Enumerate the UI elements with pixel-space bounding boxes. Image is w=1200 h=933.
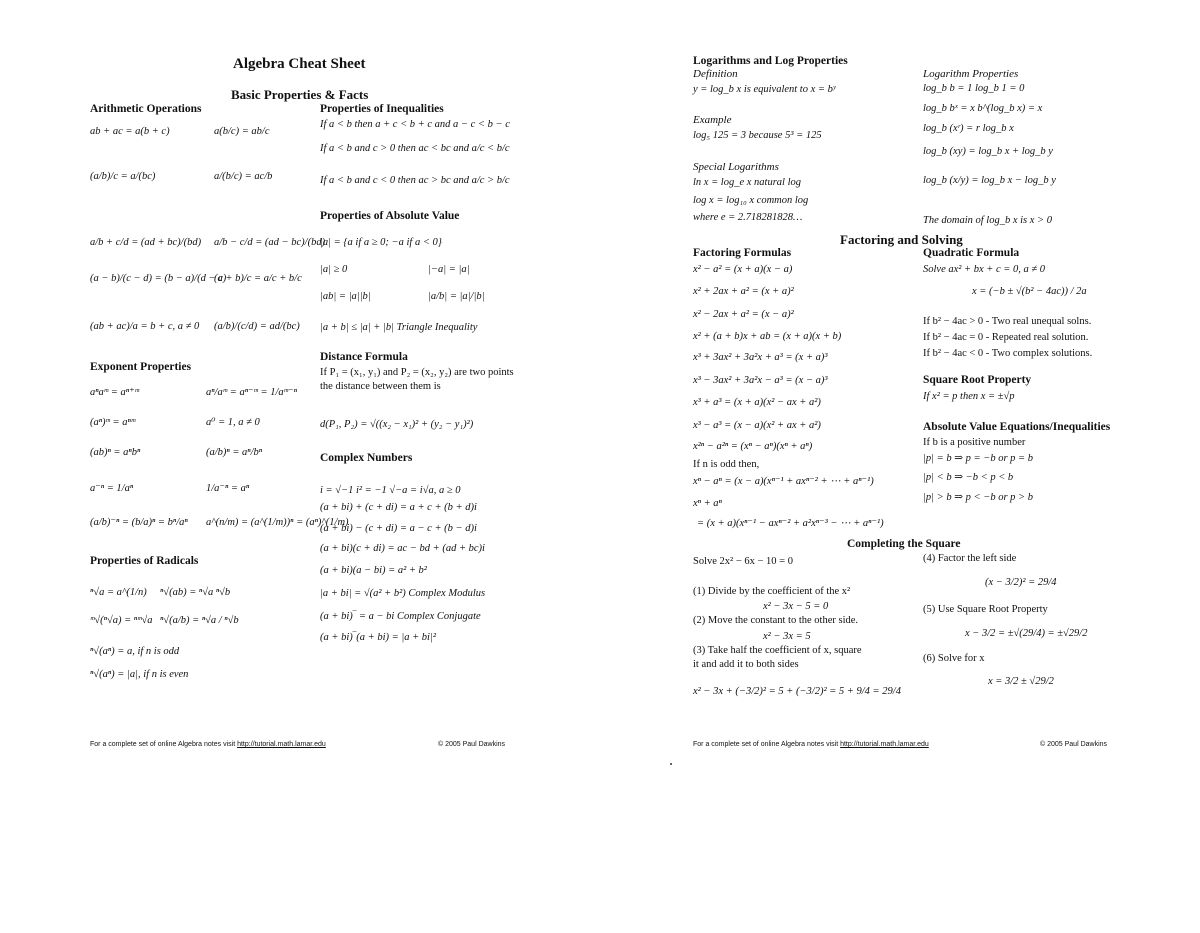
complex-formula: (a + bi)‾(a + bi) = |a + bi|² xyxy=(320,632,436,643)
ineq-heading: Properties of Inequalities xyxy=(320,103,444,115)
abs-formula: |a| ≥ 0 xyxy=(320,264,348,275)
rad-formula: ⁿ√(a/b) = ⁿ√a / ⁿ√b xyxy=(160,615,239,626)
abs-heading: Properties of Absolute Value xyxy=(320,210,460,222)
logprop-formula: log_b bˣ = x b^(log_b x) = x xyxy=(923,103,1043,114)
right-page xyxy=(600,0,1200,933)
exp-heading: Exponent Properties xyxy=(90,361,192,373)
exp-formula: a^(n/m) = (a^(1/m))ⁿ = (aⁿ)^(1/m) xyxy=(206,517,349,528)
arith-formula: (a − b)/(c − d) = (b − a)/(d − c) xyxy=(90,273,227,284)
sqrt-formula: If x² = p then x = ±√p xyxy=(923,391,1015,402)
cts-formula: x² − 3x = 5 xyxy=(763,631,811,642)
def-formula: y = log_b x is equivalent to x = bʸ xyxy=(693,84,836,95)
cts-step: (3) Take half the coefficient of x, square xyxy=(693,645,862,656)
arith-formula: (ab + ac)/a = b + c, a ≠ 0 xyxy=(90,321,200,332)
exp-formula: (a/b)⁻ⁿ = (b/a)ⁿ = bⁿ/aⁿ xyxy=(90,517,188,528)
cts-step: (5) Use Square Root Property xyxy=(923,604,1048,615)
footer-link[interactable]: http://tutorial.math.lamar.edu xyxy=(840,741,929,748)
factor-formula: x² − a² = (x + a)(x − a) xyxy=(693,264,793,275)
cts-step: Solve 2x² − 6x − 10 = 0 xyxy=(693,556,793,567)
arith-formula: (a/b)/c = a/(bc) xyxy=(90,171,156,182)
exp-formula: (aⁿ)ᵐ = aⁿᵐ xyxy=(90,417,136,428)
quad-case: If b² − 4ac < 0 - Two complex solutions. xyxy=(923,348,1093,359)
cts-step: (6) Solve for x xyxy=(923,653,985,664)
dist-heading: Distance Formula xyxy=(320,351,408,363)
factor-formula: xⁿ + aⁿ xyxy=(693,498,722,509)
example-formula: log₅ 125 = 3 because 5³ = 125 xyxy=(693,130,822,141)
arith-formula: ab + ac = a(b + c) xyxy=(90,126,170,137)
complex-heading: Complex Numbers xyxy=(320,452,413,464)
scan-speck xyxy=(670,763,672,765)
absval-formula: |p| = b ⇒ p = −b or p = b xyxy=(923,453,1033,464)
logprop-label: Logarithm Properties xyxy=(923,68,1019,80)
factor-formula: x³ + 3ax² + 3a²x + a³ = (x + a)³ xyxy=(693,352,828,363)
factor-formula: = (x + a)(xⁿ⁻¹ − axⁿ⁻² + a²xⁿ⁻³ − ⋯ + aⁿ⁻¹) xyxy=(697,518,884,529)
complex-formula: (a + bi) − (c + di) = a − c + (b − d)i xyxy=(320,523,477,534)
rad-formula: ⁿ√(ab) = ⁿ√a ⁿ√b xyxy=(160,587,231,598)
cts-formula: x = 3/2 ± √29/2 xyxy=(988,676,1054,687)
rad-heading: Properties of Radicals xyxy=(90,555,199,567)
rad-formula: ⁿ√(aⁿ) = a, if n is odd xyxy=(90,646,180,657)
arith-formula: (a/b)/(c/d) = ad/(bc) xyxy=(214,321,300,332)
cts-step: (1) Divide by the coefficient of the x² xyxy=(693,586,851,597)
cts-formula: x − 3/2 = ±√(29/4) = ±√29/2 xyxy=(965,628,1088,639)
factor-formula: x² + (a + b)x + ab = (x + a)(x + b) xyxy=(693,331,842,342)
rad-formula: ⁿ√(aⁿ) = |a|, if n is even xyxy=(90,669,189,680)
section-title: Basic Properties & Facts xyxy=(231,87,369,102)
quad-case: If b² − 4ac = 0 - Repeated real solution. xyxy=(923,332,1089,343)
absval-heading: Absolute Value Equations/Inequalities xyxy=(923,421,1111,433)
abs-formula: |a| = {a if a ≥ 0; −a if a < 0} xyxy=(320,237,442,248)
exp-formula: 1/a⁻ⁿ = aⁿ xyxy=(206,483,250,494)
special-log: log x = log₁₀ x common log xyxy=(693,195,809,206)
cts-formula: (x − 3/2)² = 29/4 xyxy=(985,577,1057,588)
footer-link[interactable]: http://tutorial.math.lamar.edu xyxy=(237,741,326,748)
abs-formula: |−a| = |a| xyxy=(428,264,470,275)
exp-formula: (a/b)ⁿ = aⁿ/bⁿ xyxy=(206,447,263,458)
arith-formula: a/b − c/d = (ad − bc)/(bd) xyxy=(214,237,326,248)
quad-case: If b² − 4ac > 0 - Two real unequal solns. xyxy=(923,316,1092,327)
factor-formula: x³ + a³ = (x + a)(x² − ax + a²) xyxy=(693,397,821,408)
arith-formula: (a + b)/c = a/c + b/c xyxy=(214,273,302,284)
example-label: Example xyxy=(693,114,732,126)
cts-step: (2) Move the constant to the other side. xyxy=(693,615,859,626)
special-log: ln x = log_e x natural log xyxy=(693,177,801,188)
ineq-formula: If a < b and c > 0 then ac < bc and a/c < b/c xyxy=(320,143,510,154)
footer-text: For a complete set of online Algebra notes visit xyxy=(90,741,238,748)
complex-formula: (a + bi) + (c + di) = a + c + (b + d)i xyxy=(320,502,477,513)
exp-formula: aⁿaᵐ = aⁿ⁺ᵐ xyxy=(90,387,139,398)
complex-formula: i = √−1 i² = −1 √−a = i√a, a ≥ 0 xyxy=(320,485,461,496)
abs-formula: |ab| = |a||b| xyxy=(320,291,371,302)
exp-formula: a⁰ = 1, a ≠ 0 xyxy=(206,417,260,428)
factor-formula: x³ − a³ = (x − a)(x² + ax + a²) xyxy=(693,420,821,431)
logprop-formula: log_b (xʳ) = r log_b x xyxy=(923,123,1014,134)
abs-formula: |a/b| = |a|/|b| xyxy=(428,291,485,302)
arith-formula: a(b/c) = ab/c xyxy=(214,126,270,137)
ineq-formula: If a < b then a + c < b + c and a − c < b − c xyxy=(320,119,510,130)
rad-formula: ⁿ√a = a^(1/n) xyxy=(90,587,147,598)
factor-note: If n is odd then, xyxy=(693,459,760,470)
complex-formula: (a + bi)(a − bi) = a² + b² xyxy=(320,565,427,576)
factor-formula: x² − 2ax + a² = (x − a)² xyxy=(693,309,794,320)
dist-formula: d(P₁, P₂) = √((x₂ − x₁)² + (y₂ − y₁)²) xyxy=(320,419,474,430)
exp-formula: aⁿ/aᵐ = aⁿ⁻ᵐ = 1/aᵐ⁻ⁿ xyxy=(206,387,297,398)
logprop-formula: log_b (xy) = log_b x + log_b y xyxy=(923,146,1053,157)
log-heading: Logarithms and Log Properties xyxy=(693,55,848,67)
logprop-formula: log_b b = 1 log_b 1 = 0 xyxy=(923,83,1025,94)
special-log: where e = 2.718281828… xyxy=(693,212,803,223)
quad-formula: x = (−b ± √(b² − 4ac)) / 2a xyxy=(972,286,1087,297)
dist-text: If P₁ = (x₁, y₁) and P₂ = (x₂, y₂) are two points the distance between them is xyxy=(320,367,514,392)
cts-heading: Completing the Square xyxy=(847,538,961,550)
footer-copyright: © 2005 Paul Dawkins xyxy=(438,741,506,748)
complex-formula: |a + bi| = √(a² + b²) Complex Modulus xyxy=(320,588,486,599)
factor-formula: x²ⁿ − a²ⁿ = (xⁿ − aⁿ)(xⁿ + aⁿ) xyxy=(693,441,813,452)
footer-copyright: © 2005 Paul Dawkins xyxy=(1040,741,1108,748)
footer-text: For a complete set of online Algebra notes visit xyxy=(693,741,841,748)
factor-formula: xⁿ − aⁿ = (x − a)(xⁿ⁻¹ + axⁿ⁻² + ⋯ + aⁿ⁻¹) xyxy=(693,476,874,487)
cts-formula: x² − 3x + (−3/2)² = 5 + (−3/2)² = 5 + 9/4 = 29/4 xyxy=(693,686,901,697)
special-label: Special Logarithms xyxy=(693,161,779,173)
logprop-formula: log_b (x/y) = log_b x − log_b y xyxy=(923,175,1056,186)
log-domain: The domain of log_b x is x > 0 xyxy=(923,215,1052,226)
factor-formula: x³ − 3ax² + 3a²x − a³ = (x − a)³ xyxy=(693,375,828,386)
factoring-solving-title: Factoring and Solving xyxy=(840,232,963,247)
complex-formula: (a + bi)‾ = a − bi Complex Conjugate xyxy=(320,611,481,622)
absval-formula: |p| < b ⇒ −b < p < b xyxy=(923,472,1014,483)
factor-heading: Factoring Formulas xyxy=(693,247,792,259)
quad-heading: Quadratic Formula xyxy=(923,247,1020,259)
footer-note xyxy=(90,741,326,748)
sqrt-heading: Square Root Property xyxy=(923,374,1032,386)
def-label: Definition xyxy=(693,68,738,80)
arith-formula: a/(b/c) = ac/b xyxy=(214,171,273,182)
exp-formula: a⁻ⁿ = 1/aⁿ xyxy=(90,483,134,494)
cts-formula: x² − 3x − 5 = 0 xyxy=(763,601,829,612)
abs-formula: |a + b| ≤ |a| + |b| Triangle Inequality xyxy=(320,322,478,333)
page-title: Algebra Cheat Sheet xyxy=(233,56,366,72)
exp-formula: (ab)ⁿ = aⁿbⁿ xyxy=(90,447,141,458)
arith-formula: a/b + c/d = (ad + bc)/(bd) xyxy=(90,237,202,248)
footer-note xyxy=(693,741,929,748)
quad-text: Solve ax² + bx + c = 0, a ≠ 0 xyxy=(923,264,1046,275)
rad-formula: ᵐ√(ⁿ√a) = ⁿᵐ√a xyxy=(90,615,153,626)
absval-formula: |p| > b ⇒ p < −b or p > b xyxy=(923,492,1033,503)
cts-step: it and add it to both sides xyxy=(693,659,799,670)
factor-formula: x² + 2ax + a² = (x + a)² xyxy=(693,286,794,297)
arith-heading: Arithmetic Operations xyxy=(90,103,202,115)
absval-text: If b is a positive number xyxy=(923,437,1026,448)
cts-step: (4) Factor the left side xyxy=(923,553,1017,564)
complex-formula: (a + bi)(c + di) = ac − bd + (ad + bc)i xyxy=(320,543,485,554)
ineq-formula: If a < b and c < 0 then ac > bc and a/c > b/c xyxy=(320,175,510,186)
